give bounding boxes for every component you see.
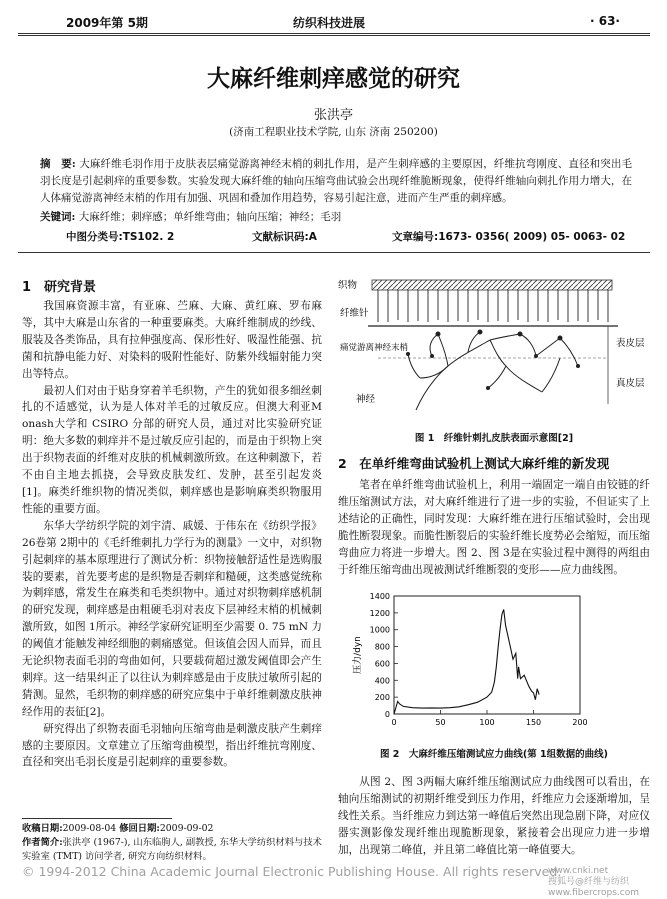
footnote	[22, 822, 327, 864]
section1-para-1: 我国麻资源丰富，有亚麻、苎麻、大麻、黄红麻、罗布麻等，其中大麻是山东省的一种重要麻类。大麻纤维制成的纱线、服装及各类饰品，具有拉伸强度高、保形性好、吸湿性能强、抗菌和抗静电能力好、对染料的吸附性能好、防紫外线辐射能力突出等特点。	[22, 300, 322, 380]
label-fabric: 织物	[338, 280, 358, 291]
affiliation: (济南工程职业技术学院, 山东 济南 250200)	[229, 126, 438, 138]
section2-para-1: 笔者在单纤维弯曲试验机上，利用一端固定一端自由铰链的纤维压缩测试方法，对大麻纤维进行了进一步的实验，不但证实了上述结论的正确性，同时发现：大麻纤维在进行压缩试验时，会出现脆性断裂现象。而脆性断裂后的实验纤维长度势必会缩短，而压缩弯曲应力将进一步增大。图 2、图 3是在实验过程中测得的两组由于纤维压缩弯曲出现被测试纤维断裂的变形——应力曲线图。	[338, 479, 650, 576]
label-nerve: 神经	[356, 394, 376, 405]
section2-para-2: 从图 2、图 3两幅大麻纤维压缩测试应力曲线图可以看出，在轴向压缩测试的初期纤维受到压力作用，纤维应力会逐渐增加，呈线性关系。当纤维应力到达第一峰值后突然出现急剧下降，对应仪器实测影像发现纤维出现脆断现象，紧接着会出现应力进一步增加，出现第二峰值，并且第二峰值比第一峰值要大。	[338, 776, 650, 856]
y-tick-label: 800	[374, 642, 390, 652]
figure2-chart	[350, 590, 590, 738]
art-label: 文章编号:	[392, 231, 439, 243]
keywords	[40, 209, 632, 224]
x-tick-label: 0	[391, 718, 397, 727]
doc-value: A	[308, 231, 317, 243]
doc-code	[252, 229, 317, 244]
y-tick-label: 600	[374, 659, 390, 669]
watermark-line-2: 搜狐号@纤维与纺织	[548, 877, 630, 887]
y-tick-label: 1200	[369, 608, 390, 618]
section2-heading: 2 在单纤维弯曲试验机上测试大麻纤维的新发现	[338, 456, 610, 471]
label-epidermis: 表皮层	[616, 338, 645, 349]
keywords-text: 大麻纤维；刺痒感；单纤维弯曲；轴向压缩；神经；毛羽	[78, 211, 342, 223]
keywords-label: 关键词:	[40, 211, 76, 223]
journal-name: 纺织科技进展	[293, 16, 366, 30]
x-tick-label: 50	[435, 718, 446, 727]
watermark-line-1: www.cnki.net	[548, 866, 609, 876]
x-tick-label: 200	[572, 718, 588, 727]
y-tick-label: 200	[374, 693, 390, 703]
paper-title: 大麻纤维刺痒感觉的研究	[207, 66, 460, 92]
watermark	[548, 866, 639, 899]
doc-label: 文献标识码:	[252, 231, 309, 243]
author-bio: 张洪亭 (1967-), 山东临朐人, 副教授, 东华大学纺织材料与技术实验室 (TMT) 访问学者, 研究方向纺织材料。	[22, 837, 322, 862]
page-number: · 63·	[590, 14, 620, 28]
y-tick-label: 1000	[369, 625, 390, 635]
x-tick-label: 100	[479, 718, 495, 727]
author-bio-label: 作者简介:	[22, 837, 63, 848]
nerve-endings	[406, 330, 580, 391]
abstract-rule	[18, 252, 650, 253]
nerve-tree	[408, 332, 578, 410]
journal-issue: 2009年第 5期	[66, 16, 148, 30]
figure1-skin-diagram	[338, 274, 650, 424]
received-label: 收稿日期:	[22, 823, 63, 834]
section1-para-3: 东华大学纺织学院的刘宇清、戚媛、于伟东在《纺织学报》26卷第 2期中的《毛纤维刺扎力学行为的测量》一文中，对织物引起刺痒的基本原理进行了测试分析：织物接触舒适性是选购服装的要素，首先要考虑的是织物是否刺痒和糙硬，这类感觉统称为刺痒感，常发生在麻类和毛类织物中。通过对织物刺痒感机制的研究发现，刺痒感是由粗硬毛羽对表皮下层神经末梢的机械刺激所致，如图 1所示。神经学家研究证明至少需要 0. 75 mN 力的阈值才能触发神经细胞的刺痛感觉。但该值会因人而异，而且无论织物表面毛羽的弯曲如何，只要载荷超过激发阈值即会产生刺痒。这一结果纠正了以往认为刺痒感是由于皮肤过敏所引起的猜测。显然，毛织物的刺痒感的研究应集中于单纤维刺激皮肤神经作用的表征[2]。	[22, 519, 322, 718]
section2-after-figure	[338, 774, 650, 859]
article-number	[392, 229, 625, 244]
revised-label: 修回日期:	[119, 823, 160, 834]
fiber-needles	[378, 290, 608, 322]
section1-para-4: 研究得出了织物表面毛羽轴向压缩弯曲是刺激皮肤产生刺痒感的主要原因。文章建立了压缩弯曲模型，指出纤维抗弯刚度、直径和突出毛羽长度是引起刺痒的重要参数。	[22, 722, 322, 769]
footnote-author	[22, 836, 327, 864]
header-rule-2	[18, 35, 650, 36]
section2-body	[338, 477, 650, 578]
copyright-notice: © 1994-2012 China Academic Journal Electronic Publishing House. All rights reserved.	[22, 864, 562, 879]
series-line	[394, 610, 539, 715]
author-name: 张洪亭	[313, 108, 353, 123]
section1-para-2: 最初人们对由于贴身穿着羊毛织物，产生的犹如很多细丝刺扎的不适感觉，认为是人体对羊毛的过敏反应。但澳大利亚M onash大学和 CSIRO 分部的研究人员，通过对比实验研究证明：绝大多数的刺痒并不是过敏反应引起的，而是由于织物上突出于织物表面的纤维对皮肤的机械刺激所致。在这种刺激下，若不由自主地去抓挠，会导致皮肤发红、发肿，甚至引起发炎[1]。麻类纤维织物的情况类似，刺痒感也是影响麻类织物服用性能的重要方面。	[22, 384, 322, 515]
clc-label: 中图分类号:	[66, 231, 123, 243]
section1-heading: 1 研究背景	[22, 280, 97, 295]
clc-number	[66, 229, 174, 244]
label-nerve-ending: 痛觉游离神经末梢	[340, 343, 409, 353]
label-dermis: 真皮层	[616, 378, 645, 389]
y-axis-label: 压力/dyn	[353, 636, 363, 674]
section1-body	[22, 298, 322, 771]
revised-date: 2009-09-02	[159, 823, 214, 834]
figure1-caption: 图 1 纤维针刺扎皮肤表面示意图[2]	[414, 433, 574, 444]
label-fiber: 纤维针	[340, 308, 369, 319]
abstract	[40, 156, 632, 207]
footnote-dates	[22, 822, 327, 836]
x-tick-label: 150	[525, 718, 542, 727]
fabric-layer	[372, 280, 612, 290]
clc-value: TS102. 2	[122, 231, 175, 243]
y-tick-label: 400	[374, 676, 390, 686]
abstract-text: 大麻纤维毛羽作用于皮肤表层痛觉游离神经末梢的刺扎作用，是产生刺痒感的主要原因，纤维抗弯刚度、直径和突出毛羽长度是引起刺痒的重要参数。实验发现大麻纤维的轴向压缩弯曲试验会出现纤维脆断现象，使得纤维轴向刺扎作用力增大，在人体痛觉游离神经末梢的作用有加强、巩固和叠加作用趋势，容易引起注意，进而产生严重的刺痒感。	[40, 158, 633, 204]
header-rule	[18, 33, 650, 34]
art-value: 1673- 0356( 2009) 05- 0063- 02	[438, 231, 626, 243]
abstract-label: 摘 要:	[40, 158, 76, 170]
y-tick-label: 0	[384, 710, 390, 719]
watermark-line-3: www.fibercrops.com	[548, 888, 639, 898]
footnote-rule	[22, 818, 172, 819]
received-date: 2009-08-04	[62, 823, 117, 834]
figure2-caption: 图 2 大麻纤维压缩测试应力曲线(第 1组数据的曲线)	[379, 749, 609, 760]
y-tick-label: 1400	[369, 592, 390, 601]
